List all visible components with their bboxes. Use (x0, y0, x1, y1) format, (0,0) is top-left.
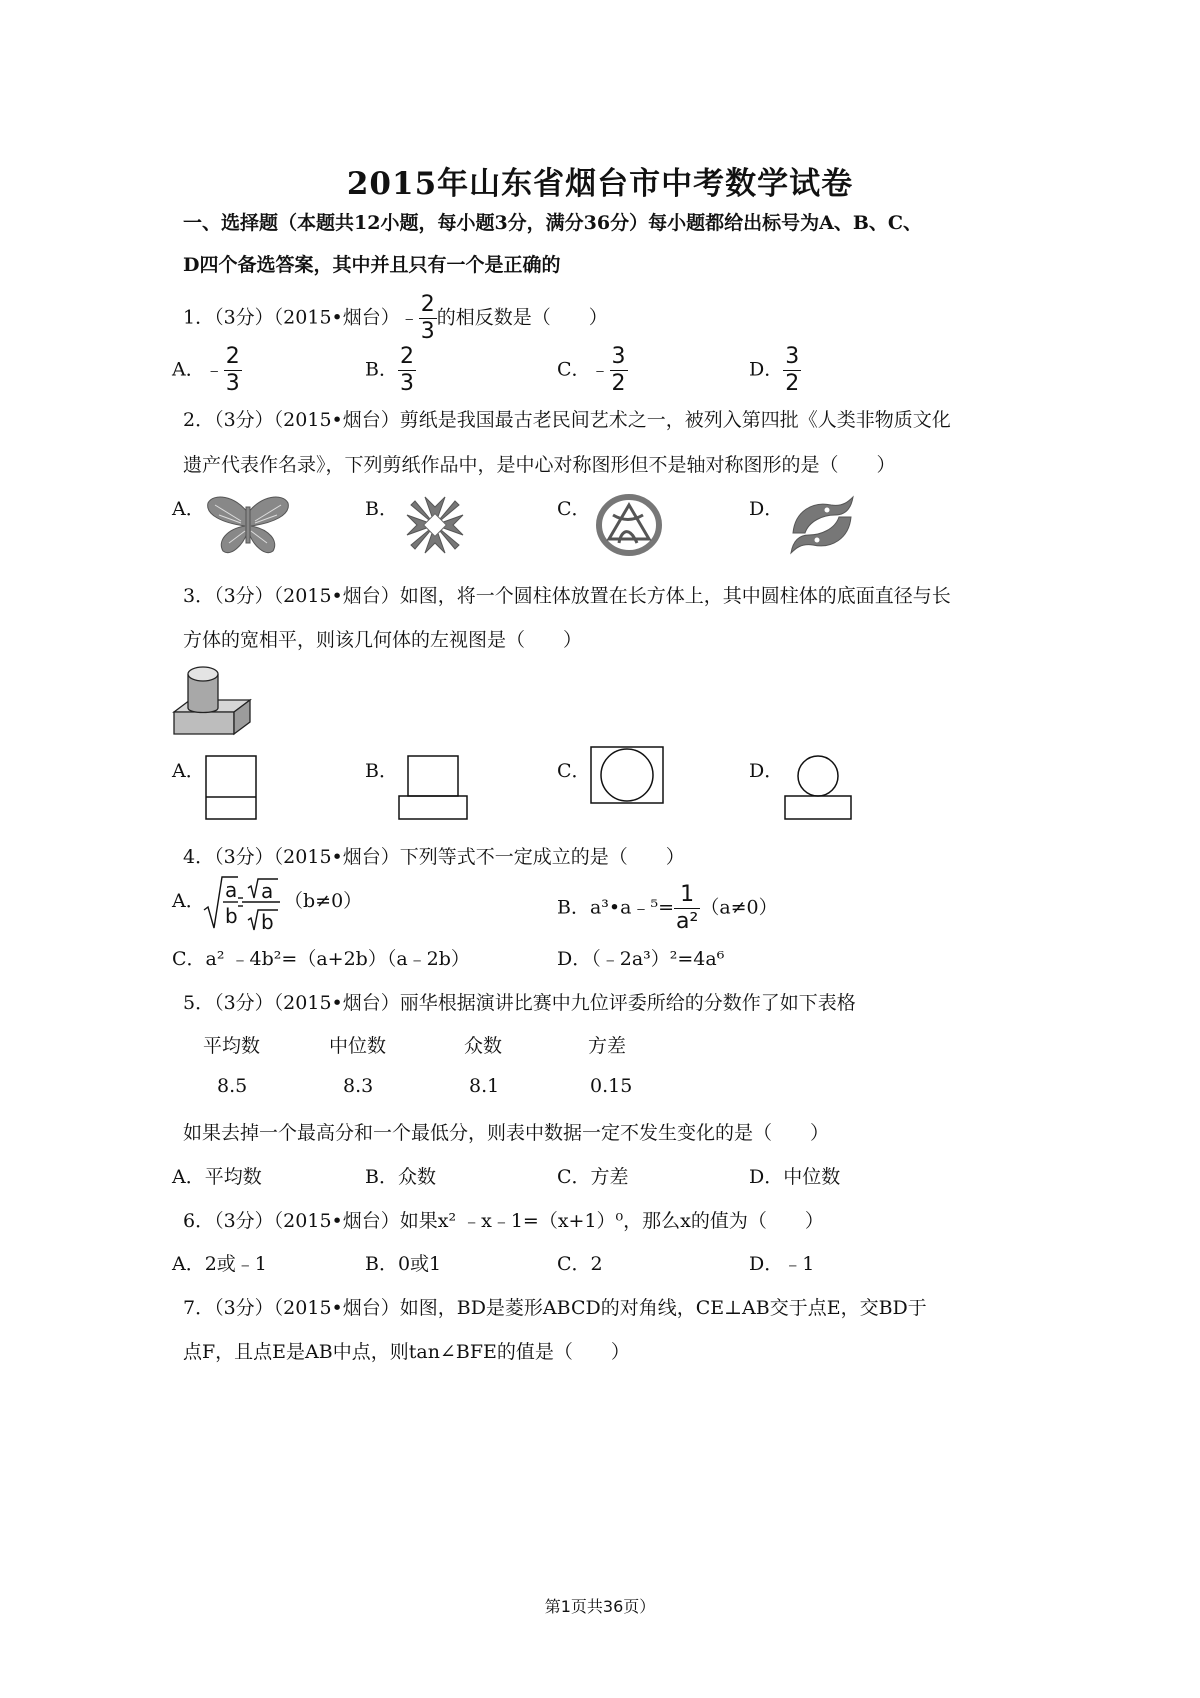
q4-option-b-condition: （a≠0） (700, 896, 778, 919)
q4-option-d[interactable]: D．（﹣2a³）²=4a⁶ (557, 948, 725, 970)
q3-option-a[interactable]: A． (172, 760, 205, 782)
q4-option-b[interactable]: B．a³•a﹣⁵= $\frac{1}{\text{a²}}$ （a≠0） (557, 882, 778, 934)
q3-option-c[interactable]: C． (557, 760, 591, 782)
q5-option-b[interactable]: B．众数 (365, 1166, 436, 1188)
q2-option-a[interactable]: A． (172, 498, 205, 520)
q4-option-c[interactable]: C．a² ﹣4b²=（a+2b）（a﹣2b） (172, 948, 470, 970)
table-header-mean: 平均数 (203, 1035, 261, 1057)
question-2-line1: 2．（3分）（2015•烟台）剪纸是我国最古老民间艺术之一，被列入第四批《人类非物质文化 (183, 409, 951, 431)
q6-option-c[interactable]: C．2 (557, 1253, 603, 1275)
papercut-knot-image (593, 491, 665, 559)
section-heading-line2: D四个备选答案，其中并且只有一个是正确的 (183, 254, 561, 276)
q3-view-b-figure (398, 755, 468, 820)
q4-option-d-expression: （﹣2a³）²=4a⁶ (591, 948, 725, 970)
question-2-line2: 遗产代表作名录》，下列剪纸作品中，是中心对称图形但不是轴对称图形的是（ ） (183, 454, 896, 476)
question-6: 6．（3分）（2015•烟台）如果x² ﹣x﹣1=（x+1）⁰，那么x的值为（ ） (183, 1210, 824, 1232)
page-title: 2015年山东省烟台市中考数学试卷 (346, 166, 854, 202)
table-value-median: 8.3 (343, 1075, 374, 1097)
question-5-line2: 如果去掉一个最高分和一个最低分，则表中数据一定不发生变化的是（ ） (183, 1122, 830, 1144)
question-3-line2: 方体的宽相平，则该几何体的左视图是（ ） (183, 629, 583, 651)
q2-option-c[interactable]: C． (557, 498, 591, 520)
table-header-mode: 众数 (464, 1035, 503, 1057)
q1-option-d[interactable]: D． $\frac{3}{2}$ (749, 344, 800, 396)
q4-option-a-condition: （b≠0） (284, 890, 363, 912)
q5-option-d[interactable]: D．中位数 (749, 1166, 841, 1188)
table-value-mode: 8.1 (469, 1075, 500, 1097)
papercut-fish-image (787, 493, 857, 557)
question-3-line1: 3．（3分）（2015•烟台）如图，将一个圆柱体放置在长方体上，其中圆柱体的底面直径与长 (183, 585, 951, 607)
q2-option-b[interactable]: B． (365, 498, 398, 520)
q6-option-d[interactable]: D．﹣1 (749, 1253, 815, 1275)
q4-option-a[interactable] (172, 886, 205, 913)
svg-text:a: a (225, 878, 238, 902)
q5-option-a[interactable]: A．平均数 (172, 1166, 262, 1188)
papercut-butterfly-image (205, 493, 291, 559)
question-1-suffix: 的相反数是（ ） (436, 306, 608, 329)
q4-option-b-fraction: $\frac{1}{\text{a²}}$ (676, 882, 699, 934)
q3-view-d-figure (784, 754, 852, 820)
q2-option-d[interactable]: D． (749, 498, 784, 520)
q3-option-d[interactable]: D． (749, 760, 784, 782)
q6-option-a[interactable]: A．2或﹣1 (172, 1253, 267, 1275)
table-value-mean: 8.5 (217, 1075, 248, 1097)
q1-option-a[interactable]: A．﹣ $\frac{2}{3}$ (172, 344, 240, 396)
table-value-variance: 0.15 (590, 1075, 633, 1097)
question-4: 4．（3分）（2015•烟台）下列等式不一定成立的是（ ） (183, 846, 685, 868)
question-1-fraction: $\frac{2}{3}$ (420, 292, 435, 344)
page-footer: 第1页共36页） (544, 1597, 656, 1616)
q4-option-c-expression: a² ﹣4b²=（a+2b）（a﹣2b） (205, 948, 470, 970)
section-heading-line1: 一、选择题（本题共12小题，每小题3分，满分36分）每小题都给出标号为A、B、C、 (183, 212, 923, 234)
svg-text:b: b (225, 904, 238, 928)
q3-option-b[interactable]: B． (365, 760, 398, 782)
q6-option-b[interactable]: B．0或1 (365, 1253, 442, 1275)
svg-text:a: a (261, 879, 274, 903)
question-7-line2: 点F，且点E是AB中点，则tan∠BFE的值是（ ） (183, 1341, 630, 1363)
question-1-prefix: 1．（3分）（2015•烟台）﹣ (183, 306, 419, 329)
q1-option-b[interactable]: B． $\frac{2}{3}$ (365, 344, 414, 396)
question-5: 5．（3分）（2015•烟台）丽华根据演讲比赛中九位评委所给的分数作了如下表格 (183, 992, 856, 1014)
q4-option-a-label: A． (172, 890, 205, 912)
svg-text:b: b (261, 910, 274, 934)
table-header-variance: 方差 (588, 1035, 627, 1057)
q3-view-a-figure (205, 755, 257, 820)
q5-option-c[interactable]: C．方差 (557, 1166, 629, 1188)
q4-option-a-formula (202, 874, 284, 932)
question-7-line1: 7．（3分）（2015•烟台）如图，BD是菱形ABCD的对角线，CE⊥AB交于点E，交BD于 (183, 1297, 927, 1319)
papercut-flower-image (403, 493, 467, 557)
q3-view-c-figure (590, 746, 664, 804)
cylinder-on-cuboid-figure (172, 662, 254, 738)
table-header-median: 中位数 (329, 1035, 387, 1057)
question-1 (183, 294, 608, 343)
q4-option-b-expression: a³•a﹣⁵= (589, 896, 674, 919)
q1-option-c[interactable]: C．﹣ $\frac{3}{2}$ (557, 344, 626, 396)
